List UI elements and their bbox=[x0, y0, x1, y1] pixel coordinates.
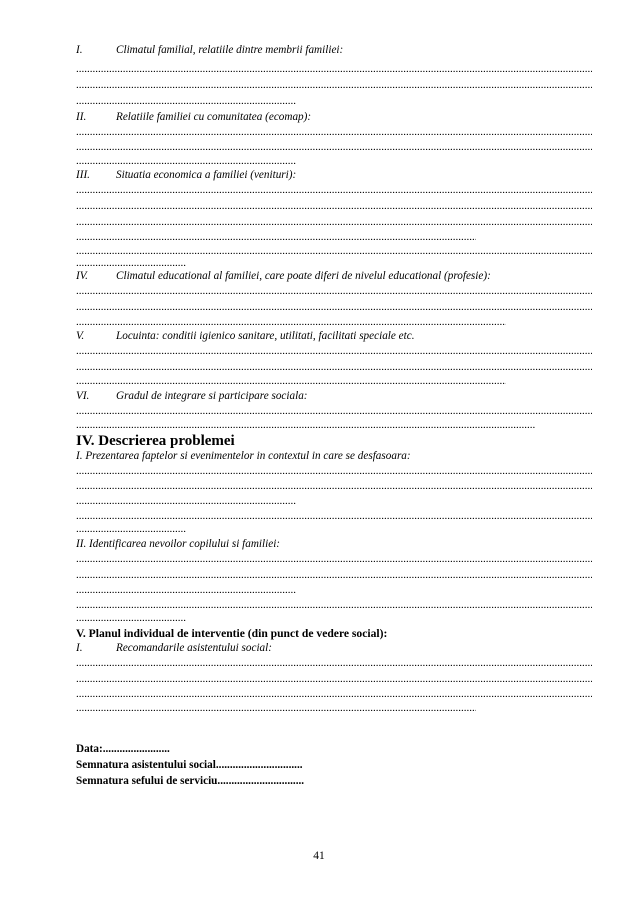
blank-line bbox=[76, 495, 296, 508]
blank-line bbox=[76, 584, 296, 597]
blank-line bbox=[76, 405, 592, 418]
subsection-identificarea-nevoilor: II. Identificarea nevoilor copilului si familiei: bbox=[76, 538, 281, 550]
heading-descrierea-problemei: IV. Descrierea problemei bbox=[76, 433, 235, 449]
blank-line bbox=[76, 285, 592, 298]
blank-line bbox=[76, 673, 592, 686]
section-1-title: I. Climatul familial, relatiile dintre membrii familiei: bbox=[76, 44, 344, 56]
date-field: Data:........................ bbox=[76, 743, 170, 755]
blank-line bbox=[76, 231, 476, 244]
blank-line bbox=[76, 301, 592, 314]
blank-line bbox=[76, 375, 506, 388]
section-4-title: IV. Climatul educational al familiei, care poate diferi de nivelul educational (profesie): bbox=[76, 270, 491, 282]
blank-line bbox=[76, 216, 592, 229]
blank-line bbox=[76, 419, 536, 432]
blank-line bbox=[76, 200, 592, 213]
section-6-title: VI. Gradul de integrare si participare sociala: bbox=[76, 390, 308, 402]
blank-line bbox=[76, 688, 592, 701]
blank-line bbox=[76, 63, 592, 76]
blank-line bbox=[76, 510, 592, 523]
social-worker-signature: Semnatura asistentului social............................... bbox=[76, 759, 303, 771]
blank-line bbox=[76, 155, 296, 168]
blank-line bbox=[76, 480, 592, 493]
blank-line bbox=[76, 361, 592, 374]
blank-line bbox=[76, 702, 476, 715]
blank-line bbox=[76, 79, 592, 92]
section-2-title: II. Relatiile familiei cu comunitatea (ecomap): bbox=[76, 111, 312, 123]
blank-line bbox=[76, 612, 186, 625]
recommendations-title: I. Recomandarile asistentului social: bbox=[76, 642, 272, 654]
blank-line bbox=[76, 126, 592, 139]
blank-line bbox=[76, 316, 506, 329]
head-of-service-signature: Semnatura sefului de serviciu............................... bbox=[76, 775, 305, 787]
section-3-title: III. Situatia economica a familiei (venituri): bbox=[76, 169, 297, 181]
blank-line bbox=[76, 257, 186, 270]
section-5-title: V. Locuinta: conditii igienico sanitare, utilitati, facilitati speciale etc. bbox=[76, 330, 415, 342]
blank-line bbox=[76, 599, 592, 612]
blank-line bbox=[76, 553, 592, 566]
blank-line bbox=[76, 184, 592, 197]
subsection-prezentarea-faptelor: I. Prezentarea faptelor si evenimentelor in contextul in care se desfasoara: bbox=[76, 450, 411, 462]
blank-line bbox=[76, 141, 592, 154]
blank-line bbox=[76, 345, 592, 358]
blank-line bbox=[76, 569, 592, 582]
blank-line bbox=[76, 657, 592, 670]
heading-planul-individual: V. Planul individual de interventie (din punct de vedere social): bbox=[76, 627, 388, 640]
blank-line bbox=[76, 95, 296, 108]
page-number: 41 bbox=[313, 850, 325, 862]
blank-line bbox=[76, 523, 186, 536]
blank-line bbox=[76, 465, 592, 478]
